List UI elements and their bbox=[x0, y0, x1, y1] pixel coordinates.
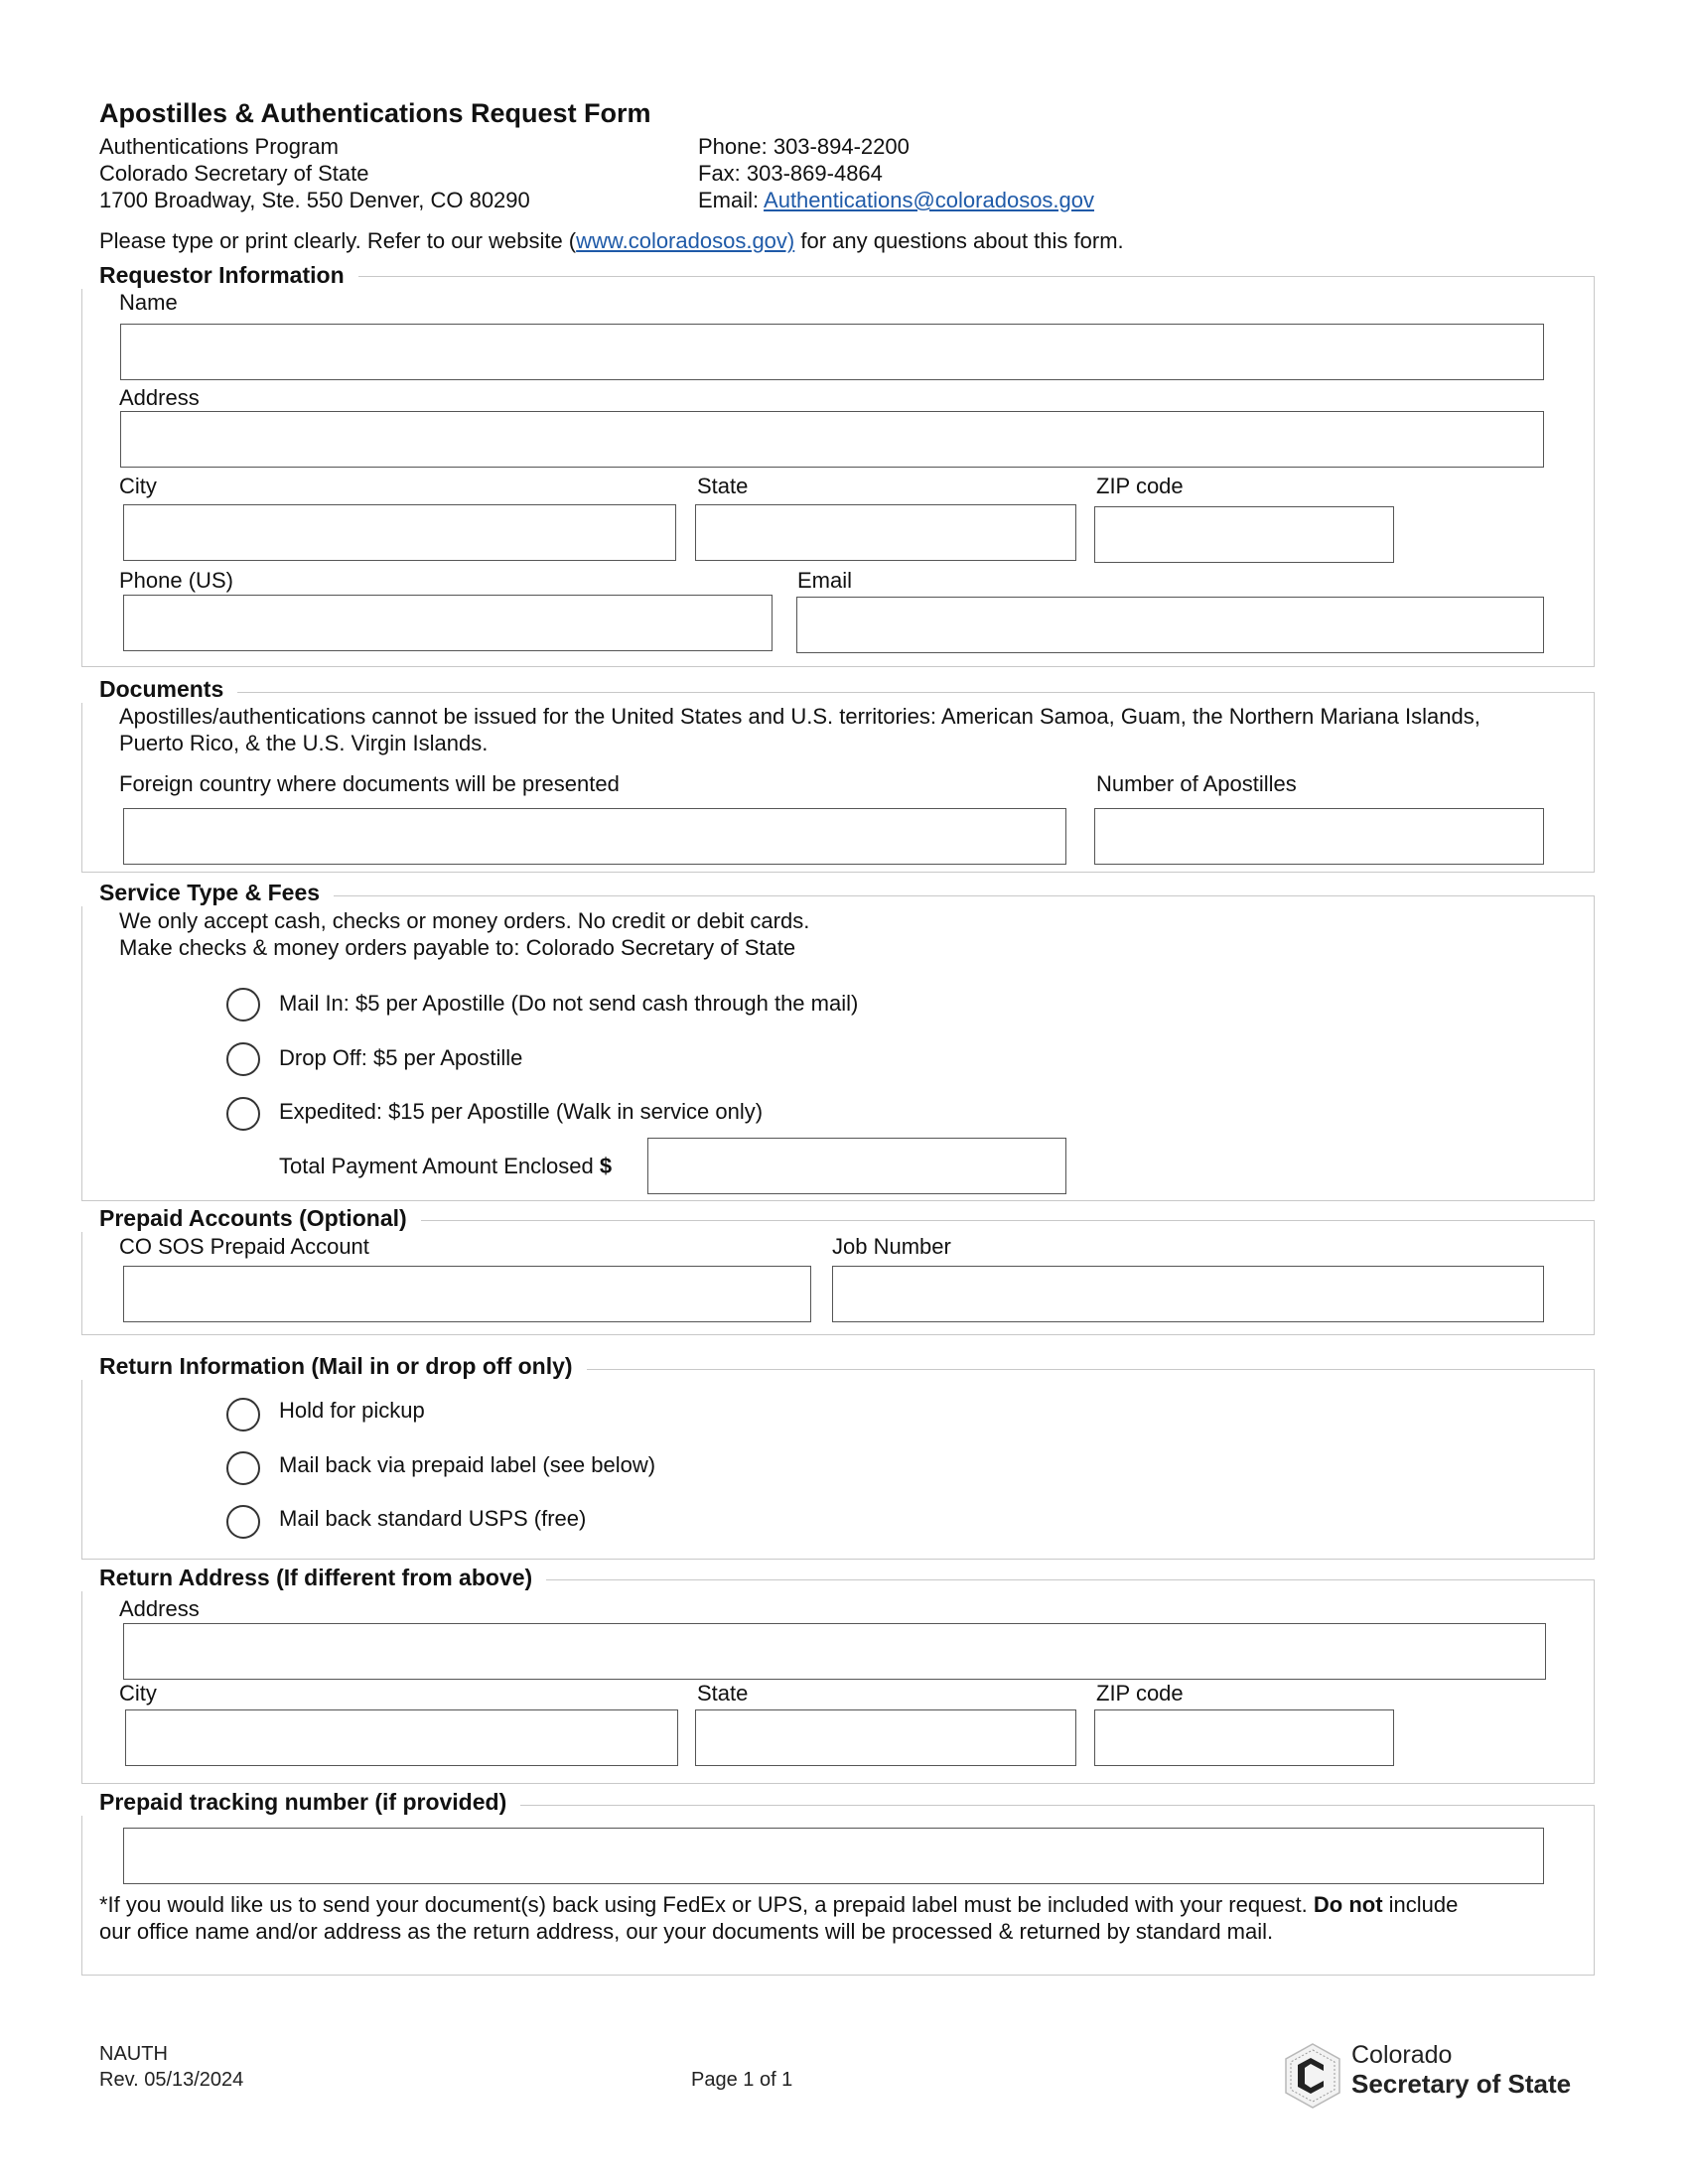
instructions bbox=[99, 227, 1124, 255]
return-zip-field[interactable] bbox=[1094, 1709, 1394, 1766]
expedited-label: Expedited: $15 per Apostille (Walk in service only) bbox=[279, 1099, 764, 1124]
return-info-legend: Return Information (Mail in or drop off only) bbox=[81, 1353, 587, 1380]
name-field[interactable] bbox=[120, 324, 1544, 380]
page-number: Page 1 of 1 bbox=[691, 2069, 793, 2091]
prepaid-account-field[interactable] bbox=[123, 1266, 811, 1322]
prepaid-account-label: CO SOS Prepaid Account bbox=[119, 1234, 369, 1259]
program-name: Authentications Program bbox=[99, 134, 339, 159]
currency-symbol: $ bbox=[599, 1154, 613, 1178]
return-address-label: Address bbox=[119, 1596, 200, 1621]
city-label: City bbox=[119, 474, 157, 498]
logo-text-sos: Secretary of State bbox=[1351, 2069, 1572, 2099]
total-payment-label bbox=[279, 1154, 612, 1179]
instructions-post: for any questions about this form. bbox=[794, 228, 1124, 253]
standard-usps-label: Mail back standard USPS (free) bbox=[279, 1506, 587, 1531]
hold-pickup-radio[interactable] bbox=[226, 1398, 260, 1432]
form-title: Apostilles & Authentications Request Form bbox=[99, 98, 651, 128]
return-zip-label: ZIP code bbox=[1096, 1681, 1184, 1706]
sos-logo bbox=[1281, 2041, 1344, 2116]
instructions-pre: Please type or print clearly. Refer to our website ( bbox=[99, 228, 577, 253]
return-city-label: City bbox=[119, 1681, 157, 1706]
payment-note-line1: We only accept cash, checks or money orders. No credit or debit cards. bbox=[119, 908, 810, 933]
documents-notice-line1: Apostilles/authentications cannot be issued for the United States and U.S. territories: American Samoa, Guam, the Northern Mariana Islands, bbox=[119, 704, 1480, 729]
prepaid-legend: Prepaid Accounts (Optional) bbox=[81, 1205, 421, 1232]
address-label: Address bbox=[119, 385, 200, 410]
total-payment-field[interactable] bbox=[647, 1138, 1066, 1194]
requestor-legend: Requestor Information bbox=[81, 262, 358, 289]
drop-off-radio[interactable] bbox=[226, 1042, 260, 1076]
tracking-note-post: include bbox=[1388, 1892, 1459, 1917]
state-field[interactable] bbox=[695, 504, 1076, 561]
job-number-label: Job Number bbox=[832, 1234, 951, 1259]
email-label: Email: bbox=[698, 188, 760, 212]
office-email-line bbox=[698, 187, 1094, 214]
sos-logo-icon bbox=[1281, 2041, 1344, 2111]
return-address-legend: Return Address (If different from above) bbox=[81, 1565, 546, 1591]
form-revision: Rev. 05/13/2024 bbox=[99, 2069, 244, 2091]
tracking-legend: Prepaid tracking number (if provided) bbox=[81, 1789, 520, 1816]
hold-pickup-label: Hold for pickup bbox=[279, 1398, 425, 1423]
email-link[interactable]: Authentications@coloradosos.gov bbox=[764, 188, 1095, 212]
phone-label: Phone (US) bbox=[119, 568, 233, 593]
phone-field[interactable] bbox=[123, 595, 773, 651]
tracking-number-field[interactable] bbox=[123, 1828, 1544, 1884]
office-phone: Phone: 303-894-2200 bbox=[698, 134, 910, 159]
office-name: Colorado Secretary of State bbox=[99, 161, 369, 186]
tracking-note-bold: Do not bbox=[1313, 1892, 1383, 1917]
return-state-field[interactable] bbox=[695, 1709, 1076, 1766]
name-label: Name bbox=[119, 290, 178, 315]
logo-text-colorado: Colorado bbox=[1351, 2041, 1453, 2069]
email-field[interactable] bbox=[796, 597, 1544, 653]
prepaid-label-radio[interactable] bbox=[226, 1451, 260, 1485]
apostille-count-label: Number of Apostilles bbox=[1096, 771, 1297, 796]
office-fax: Fax: 303-869-4864 bbox=[698, 161, 883, 186]
drop-off-label: Drop Off: $5 per Apostille bbox=[279, 1045, 523, 1070]
address-field[interactable] bbox=[120, 411, 1544, 468]
zip-field[interactable] bbox=[1094, 506, 1394, 563]
return-state-label: State bbox=[697, 1681, 749, 1706]
email-field-label: Email bbox=[797, 568, 853, 593]
return-address-field[interactable] bbox=[123, 1623, 1546, 1680]
mail-in-label: Mail In: $5 per Apostille (Do not send cash through the mail) bbox=[279, 991, 859, 1016]
prepaid-label-option-label: Mail back via prepaid label (see below) bbox=[279, 1452, 656, 1477]
tracking-note-line2: our office name and/or address as the return address, our your documents will be processed & returned by standard mail. bbox=[99, 1919, 1274, 1944]
country-label: Foreign country where documents will be presented bbox=[119, 771, 620, 796]
return-city-field[interactable] bbox=[125, 1709, 678, 1766]
city-field[interactable] bbox=[123, 504, 676, 561]
documents-legend: Documents bbox=[81, 676, 237, 703]
payment-note-line2: Make checks & money orders payable to: Colorado Secretary of State bbox=[119, 935, 796, 960]
mail-in-radio[interactable] bbox=[226, 988, 260, 1022]
tracking-note-line1 bbox=[99, 1891, 1458, 1919]
expedited-radio[interactable] bbox=[226, 1097, 260, 1131]
apostille-count-field[interactable] bbox=[1094, 808, 1544, 865]
country-field[interactable] bbox=[123, 808, 1066, 865]
tracking-note-pre: *If you would like us to send your document(s) back using FedEx or UPS, a prepaid label must be included with your request. bbox=[99, 1892, 1308, 1917]
office-address: 1700 Broadway, Ste. 550 Denver, CO 80290 bbox=[99, 188, 530, 212]
form-code: NAUTH bbox=[99, 2043, 168, 2065]
state-label: State bbox=[697, 474, 749, 498]
job-number-field[interactable] bbox=[832, 1266, 1544, 1322]
service-legend: Service Type & Fees bbox=[81, 880, 334, 906]
website-link[interactable]: www.coloradosos.gov) bbox=[576, 228, 795, 253]
zip-label: ZIP code bbox=[1096, 474, 1184, 498]
documents-notice-line2: Puerto Rico, & the U.S. Virgin Islands. bbox=[119, 731, 489, 755]
standard-usps-radio[interactable] bbox=[226, 1505, 260, 1539]
total-payment-text: Total Payment Amount Enclosed bbox=[279, 1154, 594, 1178]
